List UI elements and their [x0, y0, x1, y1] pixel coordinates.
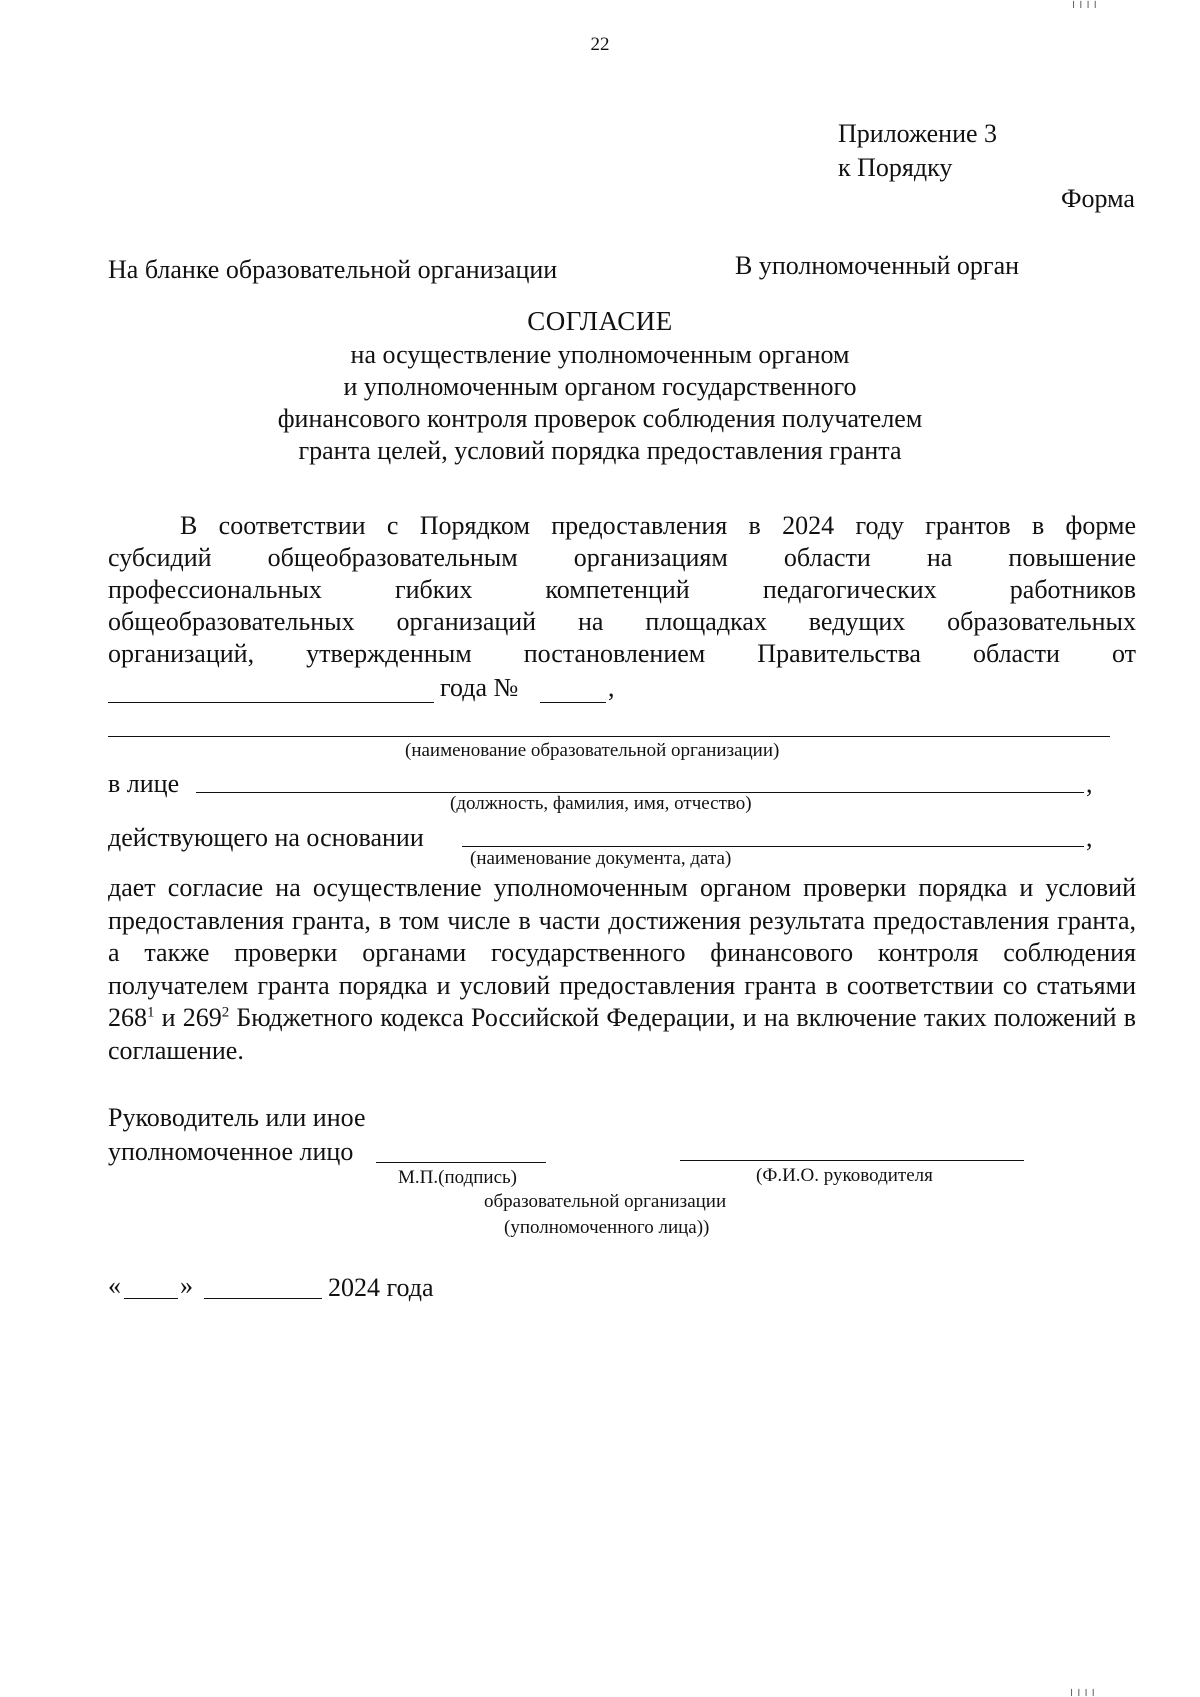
- article-268: 268: [108, 1003, 147, 1032]
- intro-line: профессиональных гибких компетенций педагогических работников: [108, 575, 1136, 604]
- intro-line: общеобразовательных организаций на площадках ведущих образовательных: [108, 607, 1136, 636]
- intro-line: В соответствии с Порядком предоставления в 2024 году грантов в форме: [180, 511, 1136, 540]
- date-year: 2024 года: [328, 1273, 434, 1302]
- consent-paragraph: [108, 872, 1136, 1067]
- decree-date-blank: [108, 702, 434, 703]
- intro-line: организаций, утвержденным постановлением Правительства области от: [108, 639, 1136, 668]
- subtitle-line: финансового контроля проверок соблюдения получателем: [277, 404, 923, 433]
- letterhead-note: На бланке образовательной организации: [108, 255, 558, 284]
- document-title: [0, 305, 1200, 337]
- basis-label: действующего на основании: [108, 823, 424, 852]
- scan-edge-mark: ╷╷╷╷: [1068, 1682, 1097, 1696]
- consent-conjunction: и: [154, 1003, 183, 1032]
- date-open-quote: «: [108, 1271, 121, 1300]
- article-269-superscript: 2: [221, 1004, 230, 1021]
- addressee: В уполномоченный орган: [735, 251, 1020, 280]
- in-person-label: в лице: [108, 769, 180, 798]
- organization-name-field: [108, 736, 1110, 737]
- fio-caption: (Ф.И.О. руководителя: [756, 1165, 933, 1186]
- fio-caption-org: образовательной организации: [484, 1191, 727, 1212]
- fio-field: [680, 1160, 1024, 1161]
- article-269: 269: [182, 1003, 222, 1032]
- basis-comma: ,: [1086, 823, 1093, 852]
- signatory-subtitle: уполномоченное лицо: [108, 1137, 354, 1166]
- consent-text: дает согласие на осуществление уполномоченным органом проверки порядка и условий предоставления гранта, в том числе в части достижения результата предоставления гранта, а также проверки органами государственного финансового контроля соблюдения получателем гранта порядка и условий предоставления гранта в соответствии со статьями: [108, 873, 1136, 1000]
- signature-field: [376, 1162, 546, 1163]
- in-person-comma: ,: [1086, 769, 1093, 798]
- in-person-caption: (должность, фамилия, имя, отчество): [450, 793, 752, 814]
- decree-comma: ,: [608, 673, 615, 702]
- date-close-quote: »: [180, 1271, 193, 1300]
- page-number: 22: [590, 34, 610, 55]
- appendix-reference: к Порядку: [838, 153, 953, 182]
- subtitle-line: на осуществление уполномоченным органом: [350, 340, 850, 369]
- subtitle-line: гранта целей, условий порядка предоставления гранта: [298, 436, 902, 465]
- basis-caption: (наименование документа, дата): [470, 848, 732, 869]
- decree-number-blank: [540, 702, 606, 703]
- intro-line: субсидий общеобразовательным организациям области на повышение: [108, 543, 1136, 572]
- consent-text-end: Бюджетного кодекса Российской Федерации, и на включение таких положений в соглашение.: [108, 1003, 1136, 1065]
- basis-field: [462, 846, 1084, 847]
- article-268-superscript: 1: [147, 1004, 155, 1021]
- stamp-signature-caption: М.П.(подпись): [398, 1167, 517, 1188]
- scan-edge-mark: ╷╷╷╷: [1070, 0, 1099, 8]
- document-subtitle: [0, 339, 1200, 467]
- organization-name-caption: (наименование образовательной организации): [405, 740, 780, 761]
- appendix-number: Приложение 3: [838, 119, 998, 148]
- subtitle-line: и уполномоченным органом государственного: [343, 372, 857, 401]
- fio-caption-person: (уполномоченного лица)): [504, 1217, 710, 1238]
- signatory-title: Руководитель или иное: [108, 1103, 366, 1132]
- decree-number-label: года №: [440, 673, 519, 702]
- date-day-field: [124, 1298, 178, 1299]
- date-month-field: [204, 1298, 322, 1299]
- title-main: СОГЛАСИЕ: [527, 306, 673, 336]
- form-label: Форма: [1061, 184, 1135, 213]
